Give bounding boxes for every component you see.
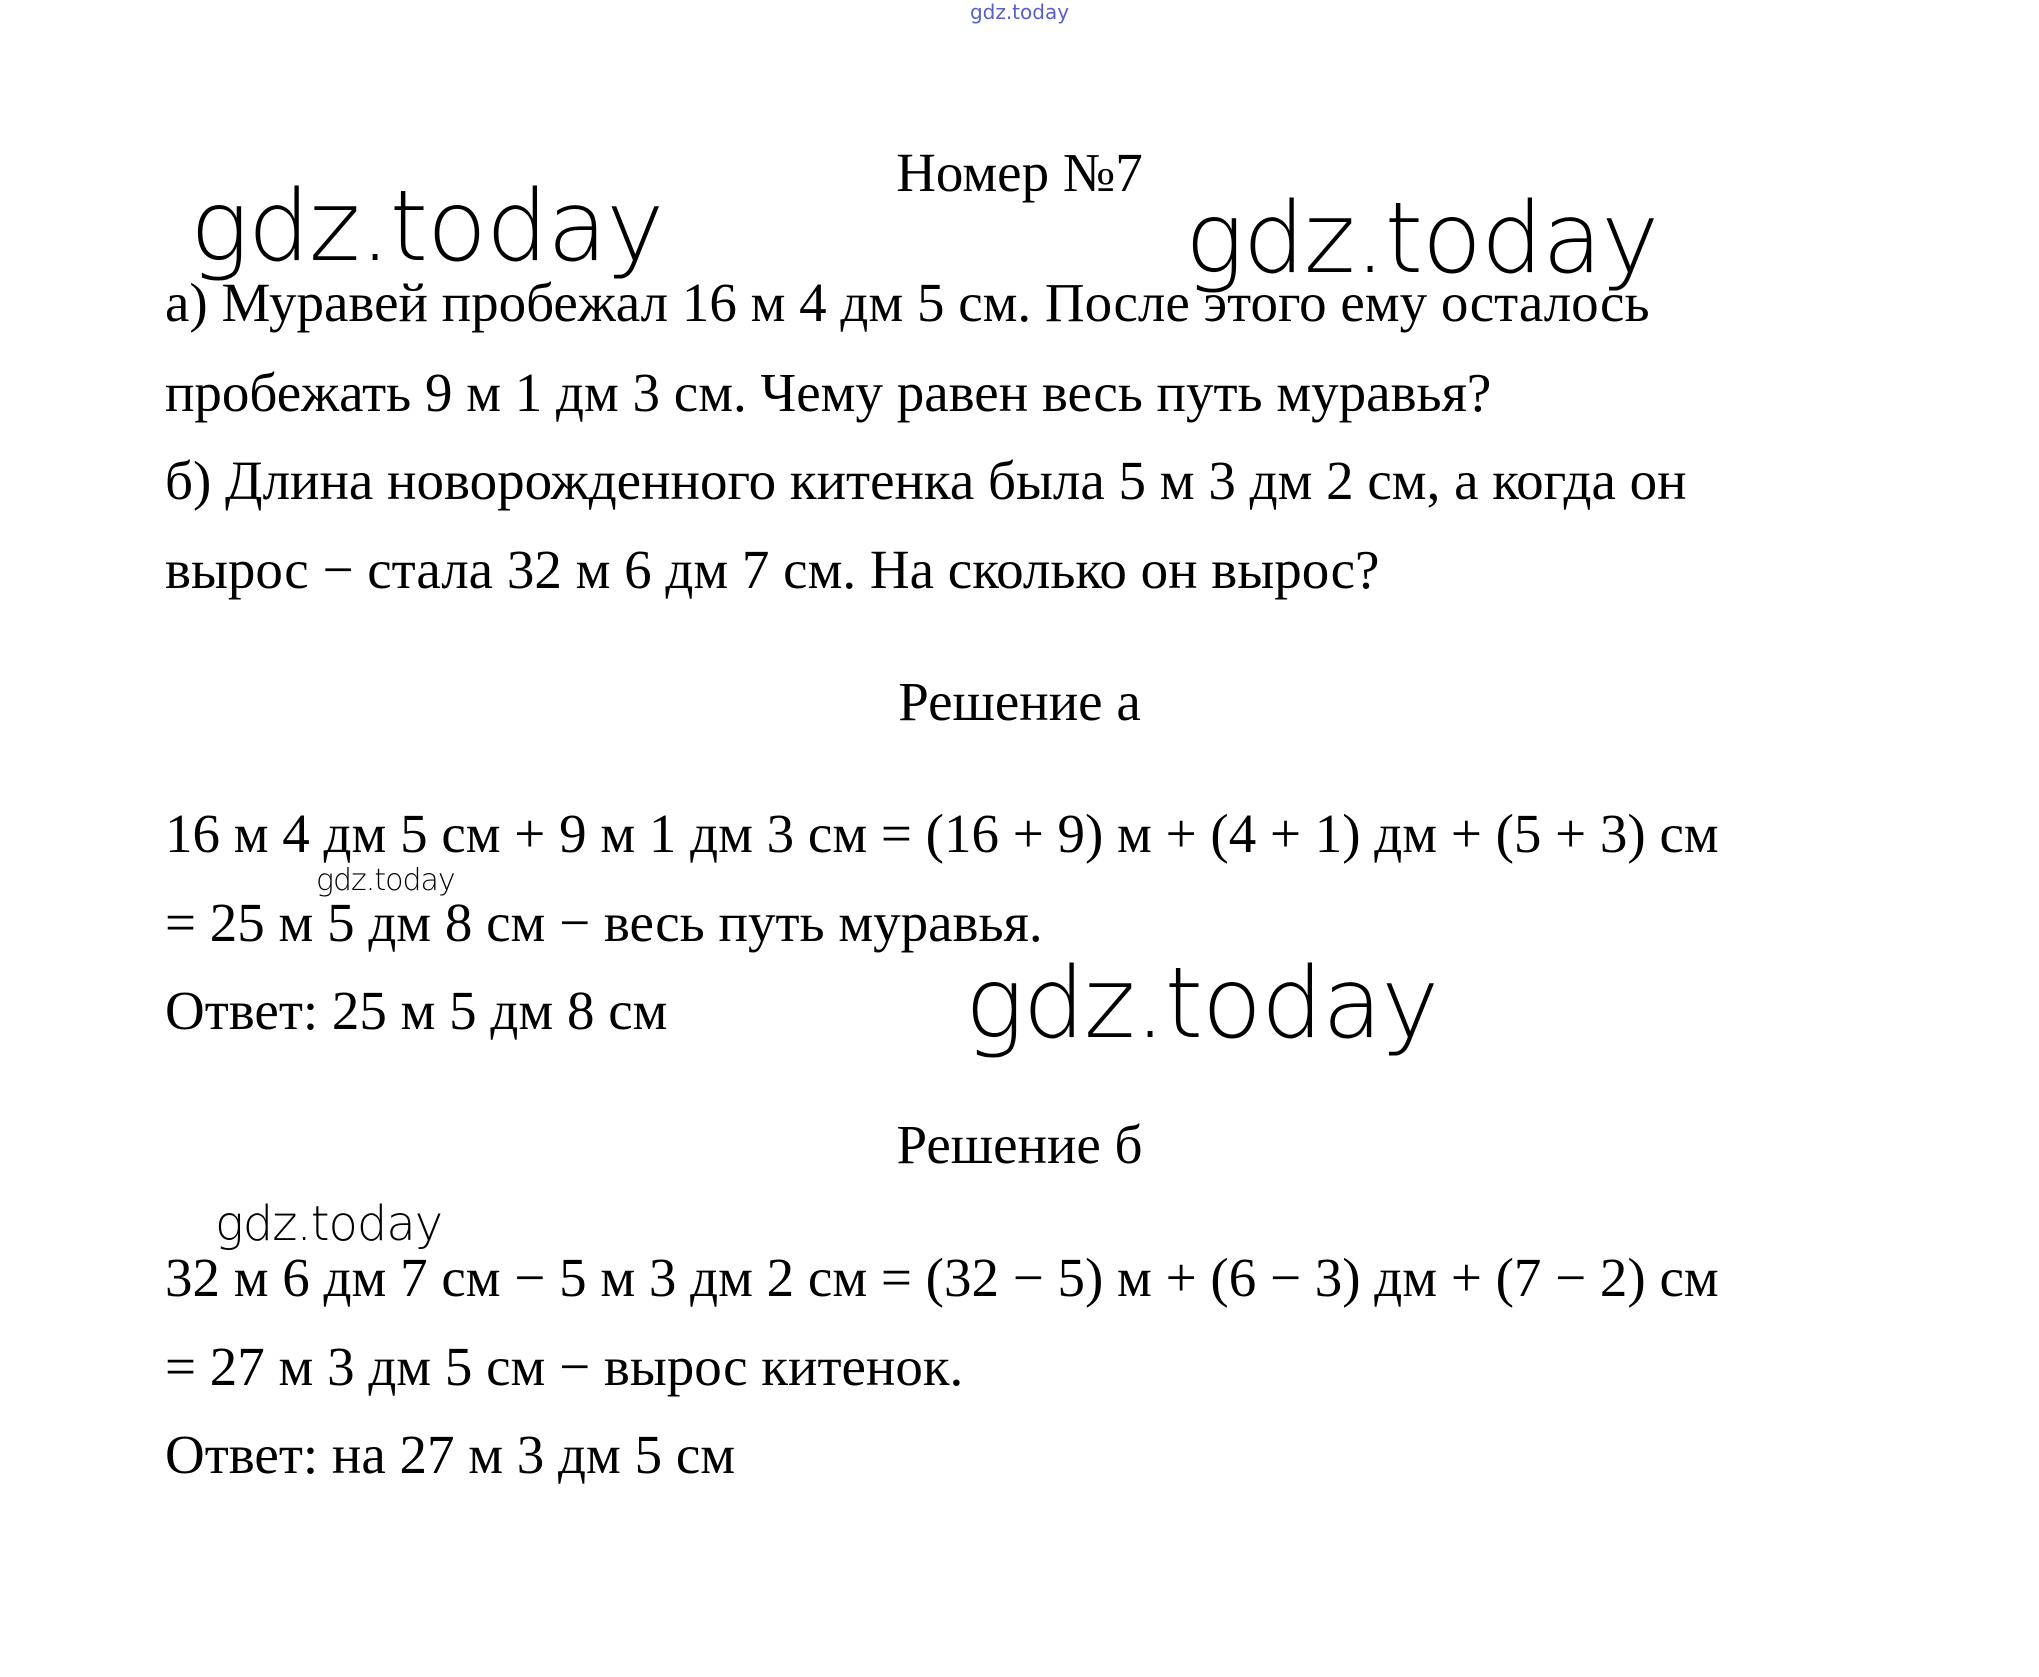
watermark-large-2: gdz.today bbox=[1185, 182, 1659, 296]
watermark-small-2: gdz.today bbox=[215, 1196, 443, 1252]
solution-a-heading: Решение а bbox=[898, 671, 1141, 732]
problem-b-line-1: б) Длина новорожденного китенка была 5 м 3 дм 2 см, а когда он bbox=[165, 450, 1687, 511]
solution-b-line-2: = 27 м 3 дм 5 см − вырос китенок. bbox=[165, 1336, 964, 1397]
solution-a-line-1: 16 м 4 дм 5 см + 9 м 1 дм 3 см = (16 + 9) м + (4 + 1) дм + (5 + 3) см bbox=[165, 803, 1719, 864]
page-title: Номер №7 bbox=[896, 142, 1143, 203]
watermark-top: gdz.today bbox=[969, 0, 1070, 24]
solution-b-answer: Ответ: на 27 м 3 дм 5 см bbox=[165, 1424, 736, 1485]
problem-b-line-2: вырос − стала 32 м 6 дм 7 см. На сколько он вырос? bbox=[165, 539, 1380, 600]
solution-a-answer: Ответ: 25 м 5 дм 8 см bbox=[165, 980, 668, 1041]
problem-a-line-1: а) Муравей пробежал 16 м 4 дм 5 см. После этого ему осталось bbox=[165, 272, 1650, 333]
solution-b-line-1: 32 м 6 дм 7 см − 5 м 3 дм 2 см = (32 − 5) м + (6 − 3) дм + (7 − 2) см bbox=[165, 1247, 1719, 1308]
watermark-small-1: gdz.today bbox=[316, 863, 455, 898]
solution-b-heading: Решение б bbox=[896, 1114, 1143, 1175]
solution-a-line-2: = 25 м 5 дм 8 см − весь путь муравья. bbox=[165, 892, 1043, 953]
problem-a-line-2: пробежать 9 м 1 дм 3 см. Чему равен весь путь муравья? bbox=[165, 362, 1492, 423]
watermark-large-1: gdz.today bbox=[190, 170, 664, 284]
watermark-large-3: gdz.today bbox=[965, 947, 1439, 1061]
